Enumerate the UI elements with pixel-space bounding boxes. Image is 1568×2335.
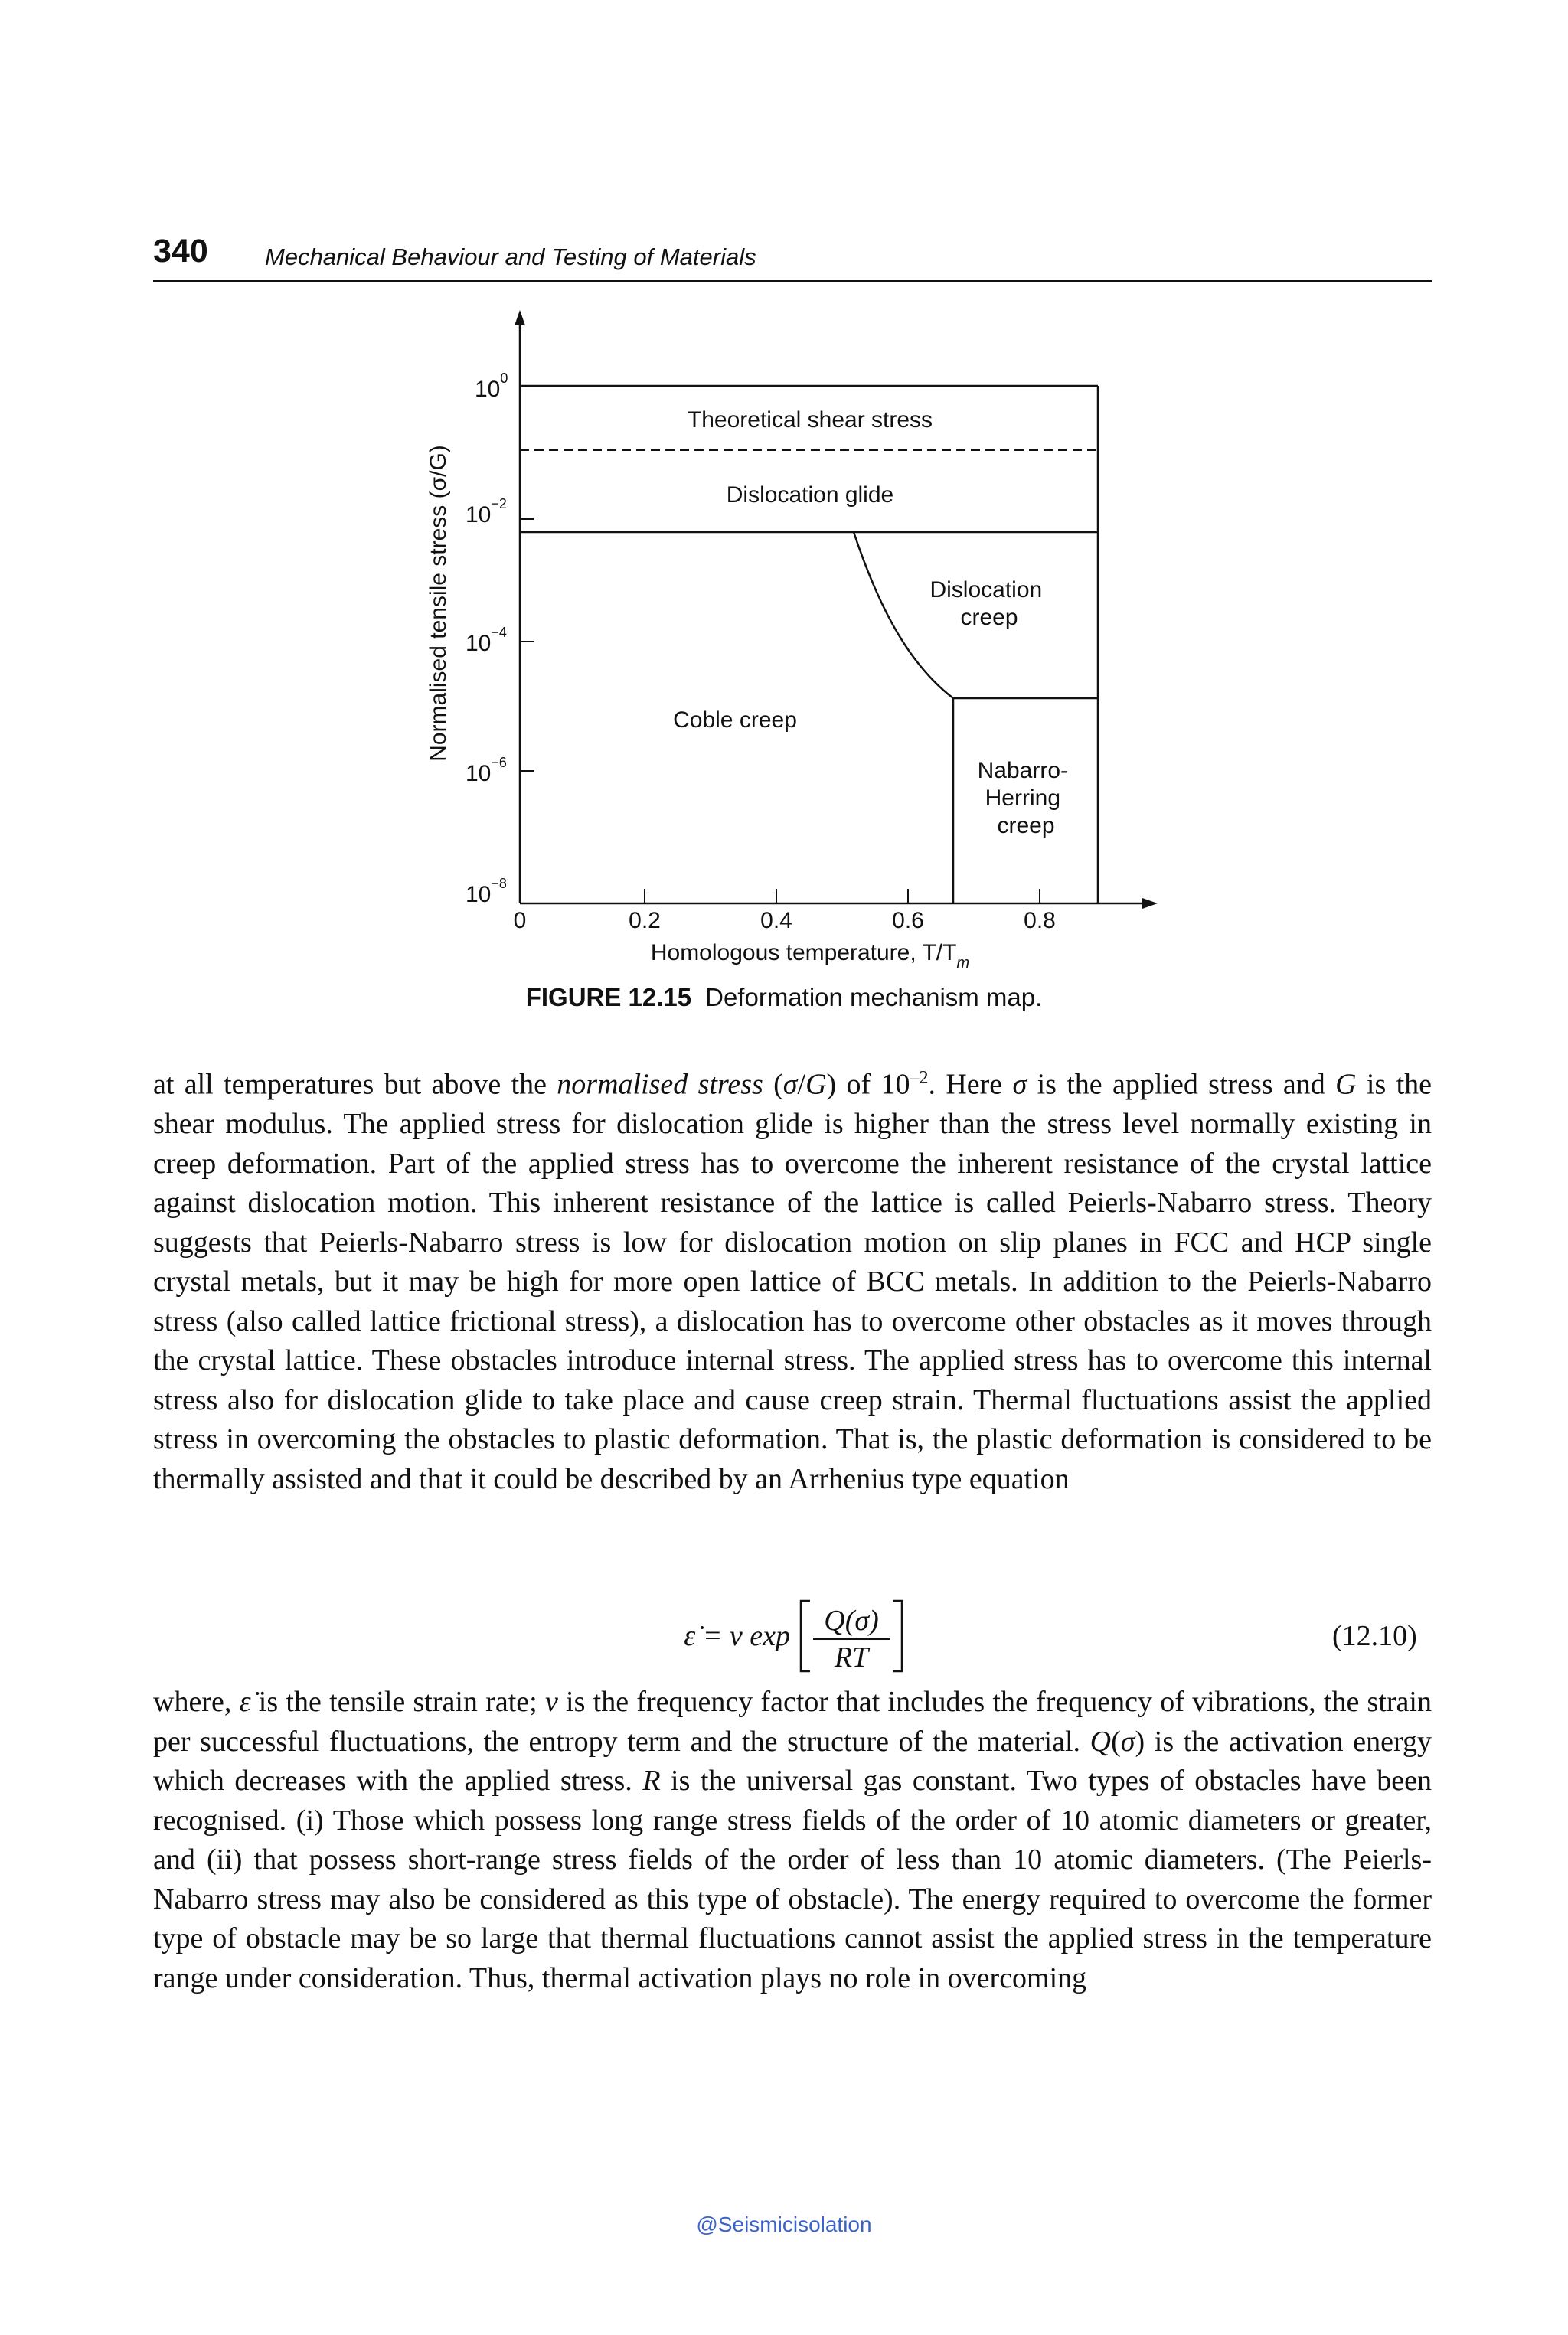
equation-lhs: ε̇ = ν exp — [684, 1620, 790, 1652]
region-nabarro-herring-label: Nabarro- Herring creep — [977, 758, 1069, 838]
right-bracket — [893, 1601, 902, 1671]
y-tick-label: $10^{-8}$ — [466, 876, 507, 907]
dislocation-creep-boundary-curve — [854, 532, 953, 698]
paragraph-1: at all temperatures but above the normalised stress (σ/G) of $10^{-2}$. Here σ is the applied stress and G is the shear modulus. The applied stress for dislocation glide is higher than the stress level normally existing in creep deformation. Part of the applied stress has to overcome the inherent resistance of the crystal lattice against dislocation motion. This inherent resistance of the lattice is called Peierls-Nabarro stress. Theory suggests that Peierls-Nabarro stress is low for dislocation motion on slip planes in FCC and HCP single crystal metals, but it may be high for more open lattice of BCC metals. In addition to the Peierls-Nabarro stress (also called lattice frictional stress), a dislocation has to overcome other obstacles as it moves through the crystal lattice. These obstacles introduce internal stress. The applied stress has to overcome this internal stress also for dislocation glide to take place and cause creep strain. Thermal fluctuations assist the applied stress in overcoming the obstacles to plastic deformation. That is, the plastic deformation is considered to be thermally assisted and that it could be described by an Arrhenius type equation — [153, 1068, 1432, 1495]
figure-label: FIGURE 12.15 — [525, 983, 692, 1011]
region-coble-creep-label: Coble creep — [673, 707, 797, 733]
equation-numerator: Q(σ) — [824, 1605, 879, 1637]
page-number: 340 — [153, 233, 208, 269]
y-tick-label: $10^{-6}$ — [466, 755, 507, 786]
paragraph-2: where, ε̇ is the tensile strain rate; ν is the frequency factor that includes the frequency of vibrations, the strain per successful fluctuations, the entropy term and the structure of the material. Q(σ) is the activation energy which decreases with the applied stress. R is the universal gas constant. Two types of obstacles have been recognised. (i) Those which possess long range stress fields of the order of 10 atomic diameters or greater, and (ii) that possess short-range stress fields of the order of less than 10 atomic diameters. (The Peierls-Nabarro stress may also be considered as this type of obstacle). The energy required to overcome the former type of obstacle may be so large that thermal fluctuations cannot assist the applied stress in the temperature range under consideration. Thus, thermal activation plays no role in overcoming — [153, 1686, 1432, 1994]
deformation-mechanism-map — [0, 0, 1568, 1026]
equation-12-10 — [0, 1589, 1568, 1680]
x-tick-label: 0.4 — [760, 908, 792, 933]
region-dislocation-glide-label: Dislocation glide — [726, 482, 894, 508]
region-theoretical-shear-label: Theoretical shear stress — [687, 407, 933, 433]
x-tick-label: 0.6 — [892, 908, 924, 933]
y-tick-label: $10^0$ — [475, 371, 508, 402]
watermark: @Seismicisolation — [696, 2213, 872, 2236]
x-axis-title: Homologous temperature, $T/T_m$ — [650, 940, 970, 972]
x-tick-label: 0.8 — [1024, 908, 1056, 933]
book-title: Mechanical Behaviour and Testing of Materials — [265, 243, 756, 270]
x-tick-label: 0 — [513, 908, 527, 933]
x-tick-label: 0.2 — [629, 908, 661, 933]
x-axis-arrow — [1142, 898, 1158, 909]
equation-denominator: RT — [834, 1641, 869, 1674]
y-axis-title: Normalised tensile stress (σ/G) — [426, 445, 451, 762]
figure-caption-text: Deformation mechanism map. — [705, 983, 1043, 1011]
y-tick-label: $10^{-4}$ — [466, 625, 507, 656]
equation-number: (12.10) — [1332, 1620, 1417, 1652]
y-axis-arrow — [514, 310, 525, 325]
region-dislocation-creep-label: Dislocation creep — [929, 577, 1043, 630]
left-bracket — [801, 1601, 810, 1671]
figure-caption — [0, 983, 1568, 1012]
y-tick-label: $10^{-2}$ — [466, 496, 507, 527]
